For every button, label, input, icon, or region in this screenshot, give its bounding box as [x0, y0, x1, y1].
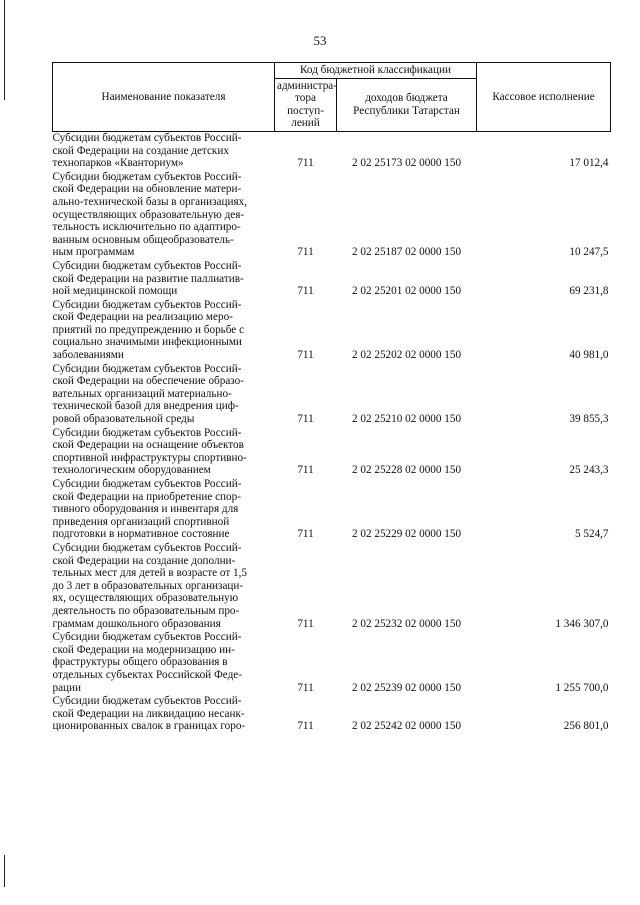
- margin-line-bottom: [4, 855, 5, 887]
- table-row: [53, 478, 611, 542]
- indicator-name-line: технопарков «Кванториум»: [52, 157, 184, 170]
- indicator-name-line: заболеваниями: [52, 349, 124, 362]
- execution-amount: 256 801,0: [563, 720, 609, 733]
- indicator-name-line: отдельных субъектах Российской Феде-: [52, 668, 242, 681]
- indicator-name: [53, 171, 275, 260]
- admin-code: 711: [297, 285, 314, 298]
- indicator-name: [53, 299, 275, 363]
- income-code: 2 02 25202 02 0000 150: [351, 349, 462, 362]
- indicator-name-line: ционированных свалок в границах горо-: [52, 720, 246, 733]
- admin-code: 711: [297, 246, 314, 259]
- indicator-name-line: социально значимыми инфекционными: [52, 336, 242, 349]
- indicator-name-line: ровой образовательной среды: [52, 413, 195, 426]
- execution-amount: 17 012,4: [569, 157, 609, 170]
- indicator-name-line: рации: [52, 681, 82, 694]
- indicator-name-line: ской Федерации на развитие паллиатив-: [52, 272, 244, 285]
- page-number: 53: [313, 33, 327, 48]
- execution-amount: 1 346 307,0: [555, 617, 609, 630]
- indicator-name: [53, 478, 275, 542]
- income-code: 2 02 25239 02 0000 150: [351, 681, 462, 694]
- indicator-name-line: ной медицинской помощи: [52, 285, 178, 298]
- indicator-name-line: приведения организаций спортивной: [52, 515, 230, 528]
- indicator-name-line: технической базой для внедрения циф-: [52, 400, 239, 413]
- income-code: 2 02 25173 02 0000 150: [351, 157, 462, 170]
- table-header: [53, 63, 611, 132]
- budget-table: [52, 62, 611, 734]
- table-row: [53, 695, 611, 734]
- indicator-name-line: ской Федерации на оснащение объектов: [52, 439, 244, 452]
- margin-line-top: [4, 0, 5, 100]
- indicator-name-line: ской Федерации на создание детских: [52, 144, 229, 157]
- execution-amount: 25 243,3: [569, 464, 609, 477]
- execution-amount: 10 247,5: [569, 246, 609, 259]
- table-row: [53, 299, 611, 363]
- indicator-name-line: Субсидии бюджетам субъектов Россий-: [52, 131, 242, 144]
- indicator-name-line: ях, осуществляющих образовательную: [52, 592, 239, 605]
- indicator-name-line: Субсидии бюджетам субъектов Россий-: [52, 362, 242, 375]
- indicator-name-line: тельных мест для детей в возрасте от 1,5: [52, 567, 248, 580]
- admin-code: 711: [297, 157, 314, 170]
- indicator-name-line: технологическим оборудованием: [52, 464, 211, 477]
- indicator-name-line: подготовки в нормативное состояние: [52, 528, 230, 541]
- admin-code: 711: [297, 349, 314, 362]
- table-row: [53, 260, 611, 299]
- indicator-name-line: спортивной инфраструктуры спортивно-: [52, 451, 247, 464]
- income-code: 2 02 25232 02 0000 150: [351, 617, 462, 630]
- indicator-name-line: Субсидии бюджетам субъектов Россий-: [52, 695, 242, 708]
- table-row: [53, 363, 611, 427]
- income-code: 2 02 25187 02 0000 150: [351, 246, 462, 259]
- indicator-name: [53, 131, 275, 170]
- indicator-name-line: ванным основным общеобразователь-: [52, 233, 234, 246]
- header-admin: администра-тора поступ-лений: [275, 78, 337, 131]
- admin-code: 711: [297, 617, 314, 630]
- indicator-name-line: Субсидии бюджетам субъектов Россий-: [52, 426, 242, 439]
- execution-amount: 1 255 700,0: [555, 681, 609, 694]
- indicator-name: [53, 427, 275, 478]
- table-row: [53, 427, 611, 478]
- header-name: Наименование показателя: [53, 63, 275, 132]
- income-code: 2 02 25229 02 0000 150: [351, 528, 462, 541]
- execution-amount: 40 981,0: [569, 349, 609, 362]
- indicator-name-line: тивного оборудования и инвентаря для: [52, 503, 239, 516]
- table-row: [53, 131, 611, 170]
- indicator-name-line: Субсидии бюджетам субъектов Россий-: [52, 298, 242, 311]
- execution-amount: 69 231,8: [569, 285, 609, 298]
- admin-code: 711: [297, 681, 314, 694]
- indicator-name-line: Субсидии бюджетам субъектов Россий-: [52, 541, 242, 554]
- indicator-name: [53, 631, 275, 695]
- indicator-name-line: Субсидии бюджетам субъектов Россий-: [52, 170, 242, 183]
- indicator-name-line: ской Федерации на ликвидацию несанк-: [52, 707, 245, 720]
- indicator-name: [53, 260, 275, 299]
- table-row: [53, 542, 611, 631]
- admin-code: 711: [297, 413, 314, 426]
- execution-amount: 39 855,3: [569, 413, 609, 426]
- header-execution: Кассовое исполнение: [477, 63, 611, 132]
- admin-code: 711: [297, 720, 314, 733]
- header-income: доходов бюджета Республики Татарстан: [337, 78, 477, 131]
- indicator-name-line: ской Федерации на реализацию меро-: [52, 311, 233, 324]
- admin-code: 711: [297, 528, 314, 541]
- indicator-name: [53, 363, 275, 427]
- indicator-name-line: деятельность по образовательным про-: [52, 604, 240, 617]
- indicator-name-line: ской Федерации на приобретение спор-: [52, 490, 241, 503]
- indicator-name-line: ской Федерации на создание дополни-: [52, 554, 236, 567]
- admin-code: 711: [297, 464, 314, 477]
- income-code: 2 02 25242 02 0000 150: [351, 720, 462, 733]
- indicator-name-line: граммам дошкольного образования: [52, 617, 221, 630]
- indicator-name-line: ской Федерации на модернизацию ин-: [52, 643, 235, 656]
- indicator-name: [53, 542, 275, 631]
- indicator-name-line: осуществляющих образовательную дея-: [52, 208, 245, 221]
- indicator-name-line: Субсидии бюджетам субъектов Россий-: [52, 478, 242, 490]
- indicator-name-line: фраструктуры общего образования в: [52, 656, 228, 669]
- indicator-name-line: ным программам: [52, 246, 135, 259]
- income-code: 2 02 25228 02 0000 150: [351, 464, 462, 477]
- table-row: [53, 171, 611, 260]
- indicator-name-line: ально-технической базы в организациях,: [52, 195, 247, 208]
- indicator-name-line: вательных организаций материально-: [52, 387, 232, 400]
- table-body: [53, 131, 611, 733]
- indicator-name-line: приятий по предупреждению и борьбе с: [52, 323, 245, 336]
- income-code: 2 02 25201 02 0000 150: [351, 285, 462, 298]
- indicator-name-line: ской Федерации на обеспечение образо-: [52, 375, 244, 388]
- indicator-name-line: до 3 лет в образовательных организаци-: [52, 579, 244, 592]
- indicator-name-line: ской Федерации на обновление матери-: [52, 183, 242, 196]
- income-code: 2 02 25210 02 0000 150: [351, 413, 462, 426]
- header-budget-classification: Код бюджетной классификации: [275, 63, 477, 79]
- indicator-name-line: Субсидии бюджетам субъектов Россий-: [52, 259, 242, 272]
- table-row: [53, 631, 611, 695]
- execution-amount: 5 524,7: [574, 528, 609, 541]
- indicator-name: [53, 695, 275, 734]
- indicator-name-line: тельность исключительно по адаптиро-: [52, 221, 241, 234]
- indicator-name-line: Субсидии бюджетам субъектов Россий-: [52, 631, 242, 644]
